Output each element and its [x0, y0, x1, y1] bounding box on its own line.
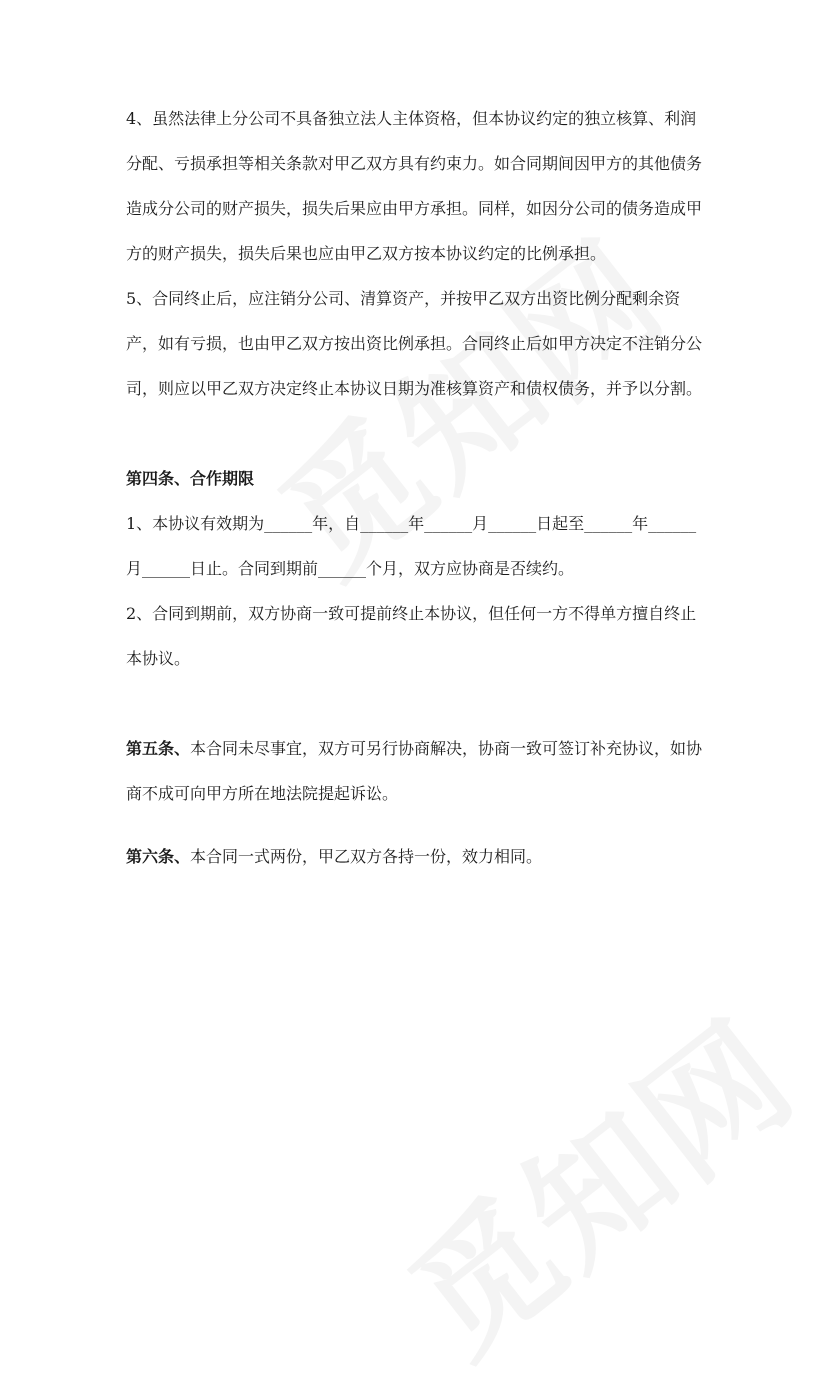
clause3-item5: 5、合同终止后，应注销分公司、清算资产，并按甲乙双方出资比例分配剩余资产，如有亏损，也由甲乙双方按出资比例承担。合同终止后如甲方决定不注销分公司，则应以甲乙双方决定终止本协议日期为准核算资产和债权债务，并予以分割。: [126, 289, 703, 398]
spacer: [126, 411, 706, 456]
spacer: [126, 681, 706, 726]
clause4-title: 第四条、合作期限: [126, 469, 255, 488]
clause6: [126, 834, 706, 879]
spacer: [126, 816, 706, 834]
watermark-bottom: [364, 968, 828, 1392]
clause5-text: 本合同未尽事宜，双方可另行协商解决，协商一致可签订补充协议，如协商不成可向甲方所在地法院提起诉讼。: [126, 739, 703, 803]
clause5-title: 第五条、: [126, 739, 191, 758]
clause3-item4: 4、虽然法律上分公司不具备独立法人主体资格，但本协议约定的独立核算、利润分配、亏损承担等相关条款对甲乙双方具有约束力。如合同期间因甲方的其他债务造成分公司的财产损失，损失后果应由甲方承担。同样，如因分公司的债务造成甲方的财产损失，损失后果也应由甲乙双方按本协议约定的比例承担。: [126, 109, 703, 263]
document-body: [126, 96, 706, 879]
clause4-item1: 1、本协议有效期为______年，自______年______月______日起至______年______月______日止。合同到期前______个月，双方应协商是否续约。: [126, 514, 697, 578]
clause4-item2: 2、合同到期前，双方协商一致可提前终止本协议，但任何一方不得单方擅自终止本协议。: [126, 604, 697, 668]
clause6-text: 本合同一式两份，甲乙双方各持一份，效力相同。: [190, 847, 543, 866]
clause6-title: 第六条、: [126, 847, 191, 866]
clause5: [126, 726, 706, 816]
